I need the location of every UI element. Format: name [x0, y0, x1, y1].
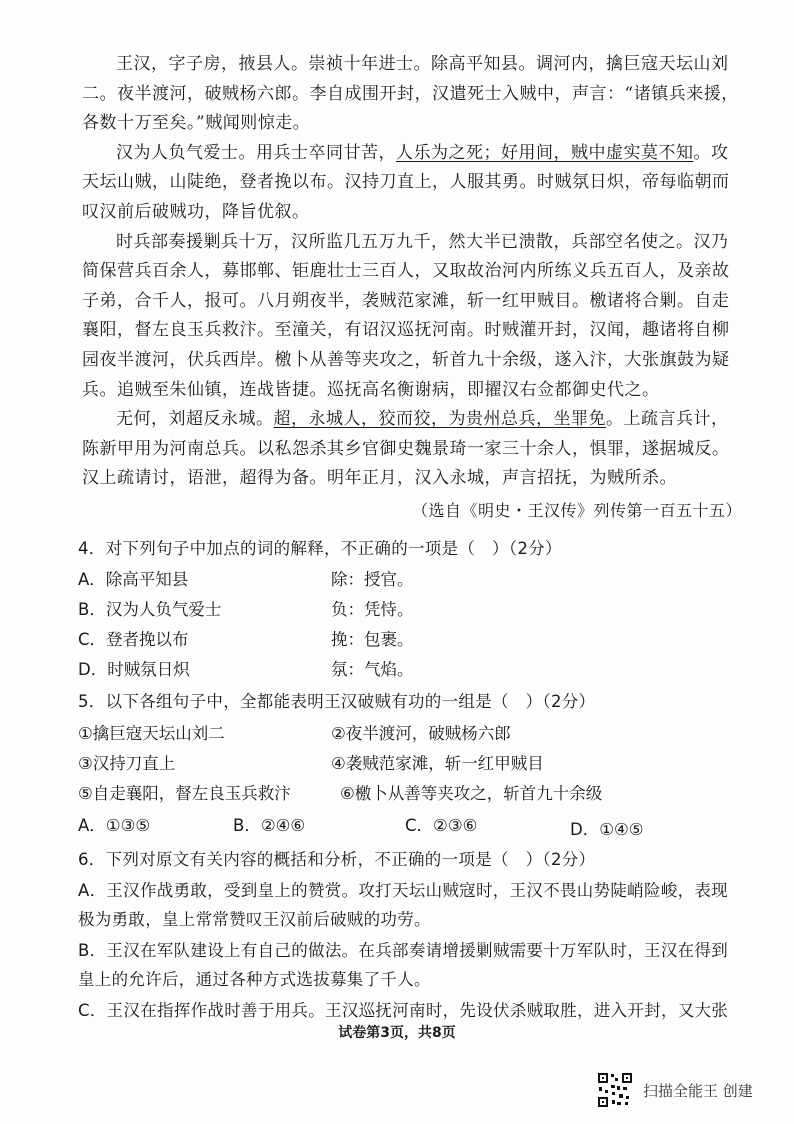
passage-paragraph-3: 时兵部奏援剿兵十万，汉所监几五万九千，然大半已溃散，兵部空名使之。汉乃简保营兵百余人，募邯郸、钜鹿壮士三百人，又取故治河内所练义兵五百人，及亲故子弟，合千人，报可。八月朔夜半，袭贼范家滩，斩一红甲贼目。檄诸将合剿。自走襄阳，督左良玉兵救汴。至潼关，有诏汉巡抚河南。时贼灌开封，汉闻，趣诸将自柳园夜半渡河，伏兵西岸。檄卜从善等夹攻之，斩首九十余级，遂入汴，大张旗鼓为疑兵。追贼至朱仙镇，连战皆捷。巡抚高名衡谢病，即擢汉右佥都御史代之。: [82, 231, 730, 400]
q4-option-c-gloss: 挽：包裹。: [331, 630, 414, 649]
q6-option-b-line-1: B．王汉在军队建设上有自己的做法。在兵部奏请增援剿贼需要十万军队时，王汉在得到: [78, 941, 729, 960]
q5-choice-d: D．①④⑤: [570, 820, 644, 839]
p2-underlined: 人乐为之死；好用间，贼中虚实莫不知: [396, 142, 694, 163]
q6-option-a-line-2: 极为勇敢，皇上常常赞叹王汉前后破贼的功劳。: [78, 910, 431, 929]
q5-item-3: ③汉持刀直上: [78, 754, 176, 773]
q6-stem: 6．下列对原文有关内容的概括和分析，不正确的一项是（ ）（2分）: [78, 850, 596, 869]
passage-paragraph-1: 王汉，字子房，掖县人。崇祯十年进士。除高平知县。调河内，擒巨寇天坛山刘二。夜半渡河，破贼杨六郎。李自成围开封，汉遣死士入贼中，声言：“诸镇兵来援，各数十万至矣。”贼闻则惊走。: [82, 54, 739, 134]
q5-choice-a: A．①③⑤: [78, 816, 151, 835]
p4-text-b: 。上疏言兵计，陈新甲用为河南总兵。以私怨杀其乡官御史魏景琦一家三十余人，惧罪，遂据城反。汉上疏请讨，语泄，超得为备。明年正月，汉入永城，声言招抚，为贼所杀。: [82, 409, 730, 489]
q5-item-1: ①擒巨寇天坛山刘二: [78, 724, 225, 743]
passage-source: （选自《明史・王汉传》列传第一百五十五）: [411, 500, 742, 520]
q5-choice-b: B．②④⑥: [233, 816, 306, 835]
q4-option-d-gloss: 氛：气焰。: [331, 660, 414, 679]
classical-passage: [82, 50, 742, 521]
page-footer: 试卷第3页，共8页: [338, 1025, 456, 1041]
q5-item-2: ②夜半渡河，破贼杨六郎: [331, 724, 511, 743]
q5-item-4: ④袭贼范家滩，斩一红甲贼目: [331, 754, 544, 773]
p4-underlined: 超，永城人，狡而狡，为贵州总兵，坐罪免: [273, 409, 606, 430]
q4-option-b-label: B．汉为人负气爱士: [78, 600, 222, 619]
q6-option-b-line-2: 皇上的允许后，通过各种方式选拔募集了千人。: [78, 970, 431, 989]
scanner-watermark-text: 扫描全能王 创建: [643, 1081, 753, 1100]
q4-option-a-label: A．除高平知县: [78, 570, 189, 589]
q5-choice-c: C．②③⑥: [405, 816, 478, 835]
p4-text-a: 无何，刘超反永城。: [116, 409, 274, 430]
q5-item-6: ⑥檄卜从善等夹攻之，斩首九十余级: [340, 784, 603, 803]
q4-option-a-gloss: 除：授官。: [331, 570, 414, 589]
q4-option-d-label: D．时贼氛日炽: [78, 660, 190, 679]
q4-option-b-gloss: 负：凭恃。: [331, 600, 414, 619]
p2-text-a: 汉为人负气爱士。用兵士卒同甘苦，: [116, 142, 396, 163]
q5-stem: 5．以下各组句子中，全都能表明王汉破贼有功的一组是（ ）（2分）: [78, 692, 596, 711]
q4-stem: 4．对下列句子中加点的词的解释，不正确的一项是（ ）（2分）: [78, 539, 562, 558]
q5-item-5: ⑤自走襄阳，督左良玉兵救汴: [78, 784, 291, 803]
q6-option-c-line-1: C．王汉在指挥作战时善于用兵。王汉巡抚河南时，先设伏杀贼取胜，进入开封，又大张: [78, 1001, 729, 1020]
scanner-watermark: [597, 1072, 753, 1108]
q4-option-c-label: C．登者挽以布: [78, 630, 189, 649]
passage-paragraph-2: [82, 139, 742, 228]
q6-option-a-line-1: A．王汉作战勇敢，受到皇上的赞赏。攻打天坛山贼寇时，王汉不畏山势陡峭险峻，表现: [78, 881, 728, 900]
p2-text-b: 。攻天坛山贼，山陡绝，登者挽以布。汉持刀直上，人服其勇。时贼氛日炽，帝每临朝而叹汉前后破贼功，降旨优叙。: [82, 142, 730, 222]
passage-paragraph-4: [82, 405, 742, 494]
qr-code-icon: [597, 1072, 633, 1108]
